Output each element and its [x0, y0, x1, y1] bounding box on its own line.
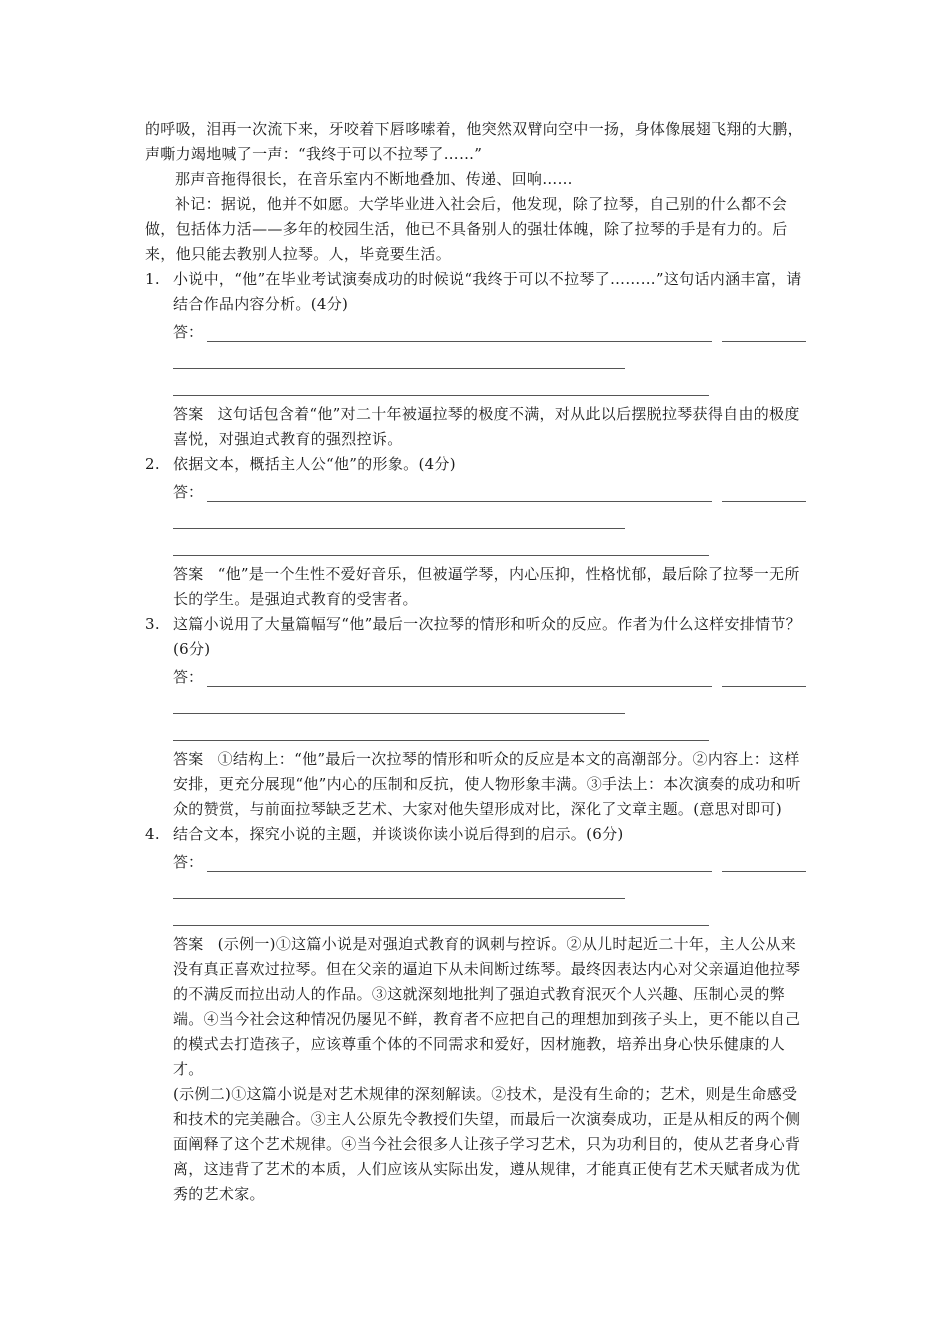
solution-text	[145, 747, 810, 822]
answer-line[interactable]	[207, 487, 712, 502]
question-number: 3.	[145, 615, 160, 633]
question-text	[145, 452, 810, 477]
question-prompt: 依据文本，概括主人公“他”的形象。(4分)	[173, 455, 456, 473]
answer-line[interactable]	[207, 857, 712, 872]
answer-line[interactable]	[173, 714, 709, 741]
document-body	[145, 117, 810, 1207]
answer-line[interactable]	[722, 672, 806, 687]
passage-paragraph: 补记：据说，他并不如愿。大学毕业进入社会后，他发现，除了拉琴，自己别的什么都不会做，包括体力活——多年的校园生活，他已不具备别人的强壮体魄，除了拉琴的手是有力的。后来，他只能去教别人拉琴。人，毕竟要生活。	[145, 195, 788, 263]
question-block	[145, 612, 810, 822]
answer-line[interactable]	[173, 872, 625, 899]
answer-line[interactable]	[173, 502, 625, 529]
question-prompt: 小说中，“他”在毕业考试演奏成功的时候说“我终于可以不拉琴了………”这句话内涵丰富，请结合作品内容分析。(4分)	[173, 270, 802, 313]
answer-line[interactable]	[173, 342, 625, 369]
solution-body: ①结构上：“他”最后一次拉琴的情形和听众的反应是本文的高潮部分。②内容上：这样安排，更充分展现“他”内心的压制和反抗，使人物形象丰满。③手法上：本次演奏的成功和听众的赞赏，与前面拉琴缺乏艺术、大家对他失望形成对比，深化了文章主题。(意思对即可)	[173, 750, 801, 818]
solution-text	[145, 562, 810, 612]
answer-line[interactable]	[722, 857, 806, 872]
answer-line[interactable]	[173, 687, 625, 714]
answer-label: 答：	[173, 853, 204, 871]
answer-line[interactable]	[207, 672, 712, 687]
answer-label: 答：	[173, 668, 204, 686]
solution-label: 答案	[173, 750, 204, 768]
question-prompt: 这篇小说用了大量篇幅写“他”最后一次拉琴的情形和听众的反应。作者为什么这样安排情节？(6分)	[173, 615, 801, 658]
question-text	[145, 822, 810, 847]
question-number: 4.	[145, 825, 160, 843]
answer-label: 答：	[173, 483, 204, 501]
question-number: 1.	[145, 270, 160, 288]
question-block	[145, 267, 810, 452]
answer-line[interactable]	[207, 327, 712, 342]
passage-paragraph: 那声音拖得很长，在音乐室内不断地叠加、传递、回响……	[175, 170, 573, 188]
question-text	[145, 267, 810, 317]
solution-text: (示例二)①这篇小说是对艺术规律的深刻解读。②技术，是没有生命的；艺术，则是生命感受和技术的完美融合。③主人公原先令教授们失望，而最后一次演奏成功，正是从相反的两个侧面阐释了这个艺术规律。④当今社会很多人让孩子学习艺术，只为功利目的，使从艺者身心背离，这违背了艺术的本质，人们应该从实际出发，遵从规律，才能真正使有艺术天赋者成为优秀的艺术家。	[173, 1085, 801, 1203]
answer-label: 答：	[173, 323, 204, 341]
solution-label: 答案	[173, 405, 204, 423]
answer-row	[173, 317, 810, 342]
answer-line[interactable]	[722, 487, 806, 502]
solution-label: 答案	[173, 565, 204, 583]
solution-body: 这句话包含着“他”对二十年被逼拉琴的极度不满，对从此以后摆脱拉琴获得自由的极度喜悦，对强迫式教育的强烈控诉。	[173, 405, 800, 448]
answer-line[interactable]	[173, 529, 709, 556]
answer-line[interactable]	[722, 327, 806, 342]
question-prompt: 结合文本，探究小说的主题，并谈谈你读小说后得到的启示。(6分)	[173, 825, 624, 843]
passage-paragraph: 的呼吸，泪再一次流下来，牙咬着下唇哆嗦着，他突然双臂向空中一扬，身体像展翅飞翔的大鹏，声嘶力竭地喊了一声：“我终于可以不拉琴了……”	[145, 120, 803, 163]
answer-line[interactable]	[173, 369, 709, 396]
answer-row	[173, 477, 810, 502]
answer-line[interactable]	[173, 899, 709, 926]
question-block	[145, 452, 810, 612]
solution-text	[145, 402, 810, 452]
answer-row	[173, 847, 810, 872]
answer-row	[173, 662, 810, 687]
solution-body: (示例一)①这篇小说是对强迫式教育的讽刺与控诉。②从儿时起近二十年，主人公从来没有真正喜欢过拉琴。但在父亲的逼迫下从未间断过练琴。最终因表达内心对父亲逼迫他拉琴的不满反而拉出动人的作品。③这就深刻地批判了强迫式教育泯灭个人兴趣、压制心灵的弊端。④当今社会这种情况仍屡见不鲜，教育者不应把自己的理想加到孩子头上，更不能以自己的模式去打造孩子，应该尊重个体的不同需求和爱好，因材施教，培养出身心快乐健康的人才。	[173, 935, 801, 1078]
question-text	[145, 612, 810, 662]
solution-label: 答案	[173, 935, 204, 953]
question-block	[145, 822, 810, 1207]
solution-text	[145, 932, 810, 1082]
question-number: 2.	[145, 455, 160, 473]
solution-body: “他”是一个生性不爱好音乐，但被逼学琴，内心压抑，性格忧郁，最后除了拉琴一无所长的学生。是强迫式教育的受害者。	[173, 565, 800, 608]
